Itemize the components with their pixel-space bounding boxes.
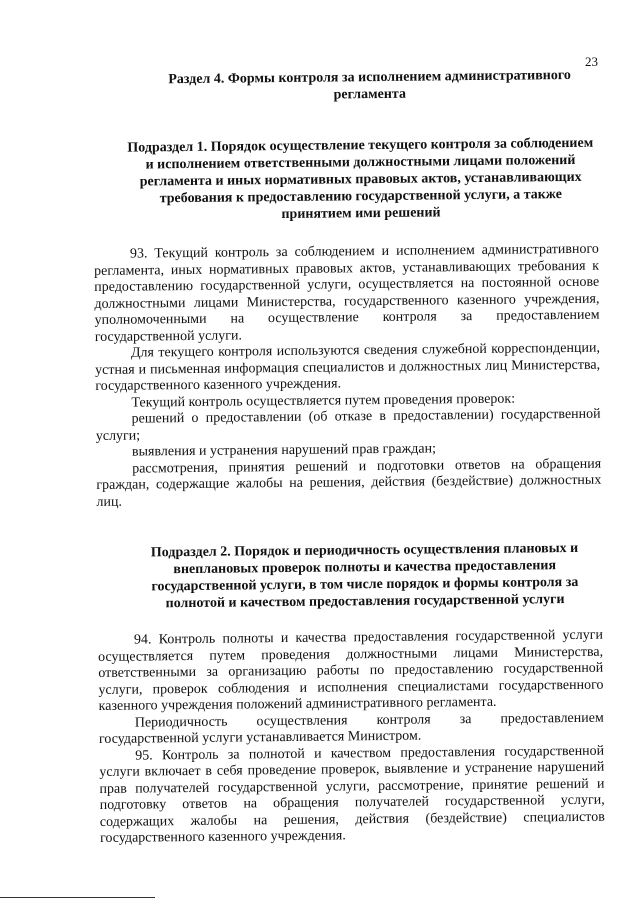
paragraph-checks-intro: Текущий контроль осуществляется путем проведения проверок: (131, 391, 516, 411)
paragraph-93: 93. Текущий контроль за соблюдением и исполнением административного регламента, иных нормативных правовых актов, устанавливающих требования к предоставлению государственной услуги, осуществляется на постоянной основе должностными лицами Министерства, государственного казенного учреждения, уполномоченными на осуществление контроля за предоставлением государственной услуги. (94, 241, 600, 345)
paragraph-periodicity: Периодичность осуществления контроля за предоставлением государственной услуги устанавливается Министром. (98, 710, 604, 747)
paragraph-95: 95. Контроль за полнотой и качеством предоставления государственной услуги включает в себя проведение проверок, выявление и устранение нарушений прав получателей государственной услуги, рассмотрение, принятие решений и подготовку ответов на обращения получателей государственной услуги, содержащих жалобы на решения, действия (бездействие) специалистов государственного казенного учреждения. (99, 743, 605, 846)
page-number: 23 (585, 54, 598, 69)
paragraph-94: 94. Контроль полноты и качества предоставления государственной услуги осуществляется путем проведения должностными лицами Министерства, ответственными за организацию работы по предоставлению государственной услуги, проверок соблюдения и исполнения специалистами государственного казенного учреждения положений административного регламента. (98, 627, 604, 714)
paragraph-check-violations: выявления и устранения нарушений прав граждан; (131, 441, 437, 460)
section-title: Раздел 4. Формы контроля за исполнением административного регламента (168, 67, 571, 103)
footnote-divider (0, 897, 155, 898)
subsection-2-title: Подраздел 2. Порядок и периодичность осуществления плановых и внеплановых проверок полноты и качества предоставления государственной услуги, в том числе порядок и формы контроля за полнотой и качеством предоставления государственной услуги (150, 540, 579, 612)
subsection-1-title: Подраздел 1. Порядок осуществление текущего контроля за соблюдением и исполнением ответственными должностными лицами положений регламента и иных нормативных правовых актов, устанавливающих требования к предоставлению государственной услуги, а также принятием ими решений (127, 135, 594, 223)
paragraph-control-sources: Для текущего контроля используются сведения служебной корреспонденции, устная и письменная информация специалистов и должностных лиц Министерства, государственного казенного учреждения. (95, 340, 601, 394)
page-content (92, 67, 605, 848)
paragraph-check-decisions: решений о предоставлении (об отказе в предоставлении) государственной услуги; (95, 406, 601, 444)
paragraph-check-complaints: рассмотрения, принятия решений и подготовки ответов на обращения граждан, содержащие жалобы на решения, действия (бездействие) должностных лиц. (96, 456, 602, 510)
